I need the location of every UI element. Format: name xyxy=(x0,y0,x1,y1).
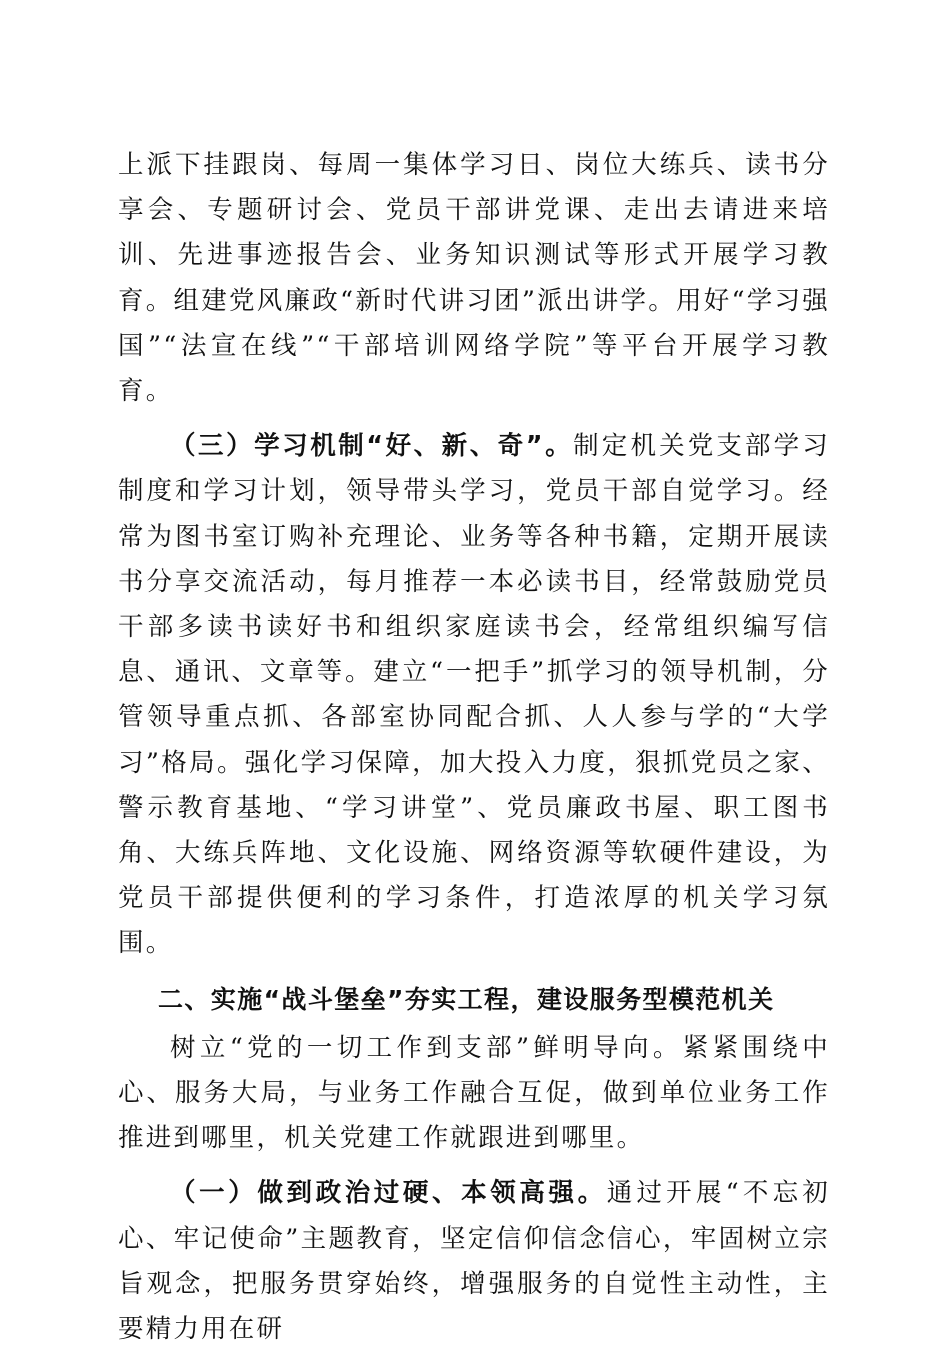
section-intro-paragraph: 树立“党的一切工作到支部”鲜明导向。紧紧围绕中心、服务大局，与业务工作融合互促，做到单位业务工作推进到哪里，机关党建工作就跟进到哪里。 xyxy=(118,1032,830,1154)
document-body xyxy=(118,143,830,1362)
continued-paragraph: 上派下挂跟岗、每周一集体学习日、岗位大练兵、读书分享会、专题研讨会、党员干部讲党课、走出去请进来培训、先进事迹报告会、业务知识测试等形式开展学习教育。组建党风廉政“新时代讲习团”派出讲学。用好“学习强国”“法宣在线”“干部培训网络学院”等平台开展学习教育。 xyxy=(118,150,830,407)
paragraph-body: 通过开展“不忘初心、牢记使命”主题教育，坚定信仰信念信心，牢固树立宗旨观念，把服务贯穿始终，增强服务的自觉性主动性，主要精力用在研 xyxy=(118,1178,830,1345)
paragraph-lead-heading: （三）学习机制“好、新、奇”。 xyxy=(170,431,574,462)
paragraph-political-excellence xyxy=(118,1171,830,1352)
paragraph-lead-heading: （一）做到政治过硬、本领高强。 xyxy=(170,1178,607,1209)
paragraph-learning-mechanism xyxy=(118,424,830,966)
section-heading: 二、实施“战斗堡垒”夯实工程，建设服务型模范机关 xyxy=(158,984,775,1014)
paragraph-body: 制定机关党支部学习制度和学习计划，领导带头学习，党员干部自觉学习。经常为图书室订购补充理论、业务等各种书籍，定期开展读书分享交流活动，每月推荐一本必读书目，经常鼓励党员干部多读书读好书和组织家庭读书会，经常组织编写信息、通讯、文章等。建立“一把手”抓学习的领导机制，分管领导重点抓、各部室协同配合抓、人人参与学的“大学习”格局。强化学习保障，加大投入力度，狠抓党员之家、警示教育基地、“学习讲堂”、党员廉政书屋、职工图书角、大练兵阵地、文化设施、网络资源等软硬件建设，为党员干部提供便利的学习条件，打造浓厚的机关学习氛围。 xyxy=(118,431,830,959)
